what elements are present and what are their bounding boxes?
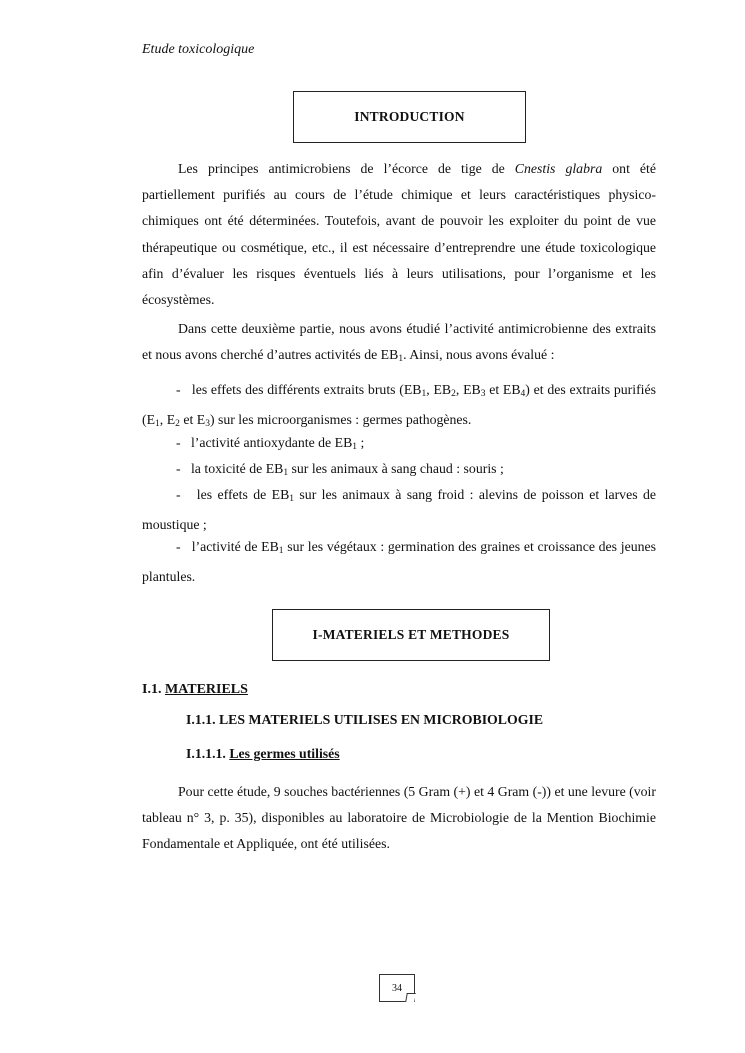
eb-label: EB xyxy=(334,435,353,450)
heading-microbiology-materials: I.1.1. LES MATERIELS UTILISES EN MICROBIOLOGIE xyxy=(186,712,544,727)
intro-paragraph-1 xyxy=(142,156,656,313)
bullet-dash: - xyxy=(176,487,181,502)
section-title-methods xyxy=(272,609,550,661)
eb-label: EB xyxy=(261,539,279,554)
list-item-cold-blooded xyxy=(142,482,656,538)
list-text: sur les végétaux : germination des graines et croissance des jeunes plantules. xyxy=(142,539,656,584)
eb-label: EB xyxy=(463,382,481,397)
list-text: ) sur les microorganismes : germes pathogènes. xyxy=(209,412,472,427)
list-text: l’activité antioxydante de xyxy=(190,435,335,450)
section-title-introduction xyxy=(293,91,526,143)
intro-p2-start: Dans cette deuxième partie, nous avons étudié l’activité antimicrobienne des extraits et nous avons cherché d’autres activités de EB xyxy=(142,321,656,363)
list-text: la toxicité de xyxy=(190,461,266,476)
e-label: E xyxy=(196,412,206,427)
list-item-plants xyxy=(142,534,656,590)
bullet-dash: - xyxy=(176,539,181,554)
list-text: sur les animaux à sang chaud : souris ; xyxy=(288,461,504,476)
subscript: 1 xyxy=(352,442,358,452)
subscript: 1 xyxy=(155,419,160,429)
subscript: 4 xyxy=(520,389,526,399)
eb-label: EB xyxy=(271,487,290,502)
page-number-box xyxy=(379,974,415,1002)
bullet-dash: - xyxy=(176,461,181,476)
separator: et xyxy=(485,382,503,397)
germs-paragraph: Pour cette étude, 9 souches bactériennes (5 Gram (+) et 4 Gram (-)) et une levure (voir tableau n° 3, p. 35), disponibles au laboratoire de Microbiologie de la Mention Biochimie Fondamentale et Appliquée, ont été utilisées. xyxy=(142,784,656,852)
separator: et xyxy=(179,412,197,427)
heading-text: MATERIELS xyxy=(164,682,248,697)
subscript: 2 xyxy=(451,389,456,399)
subscript: 3 xyxy=(480,389,486,399)
page-curl-icon xyxy=(405,993,416,1002)
subscript: 1 xyxy=(421,389,427,399)
heading-number: I.1.1.1. xyxy=(186,746,230,761)
heading-number: I.1. xyxy=(142,682,165,697)
e-label: E xyxy=(166,412,176,427)
subscript: 1 xyxy=(283,468,289,478)
separator: , xyxy=(159,412,167,427)
intro-p1-end: ont été partiellement purifiés au cours de l’étude chimique et leurs caractéristiques physico-chimiques ont été déterminées. Toutefois, avant de pouvoir les exploiter du point de vue thérapeutique ou cosmétique, etc., il est nécessaire d’entreprendre une étude toxicologique afin d’évaluer les risques éventuels liés à leurs utilisations, pour l’organisme et les écosystèmes. xyxy=(142,161,656,308)
section-title-methods-text: I-MATERIELS ET METHODES xyxy=(312,627,510,642)
page-number: 34 xyxy=(392,982,402,994)
list-item-extracts xyxy=(142,377,656,437)
section-title-introduction-text: INTRODUCTION xyxy=(354,109,465,124)
list-text: sur les animaux à sang froid : alevins de poisson et larves de moustique ; xyxy=(142,487,656,532)
intro-p1-start: Les principes antimicrobiens de l’écorce de tige de xyxy=(178,161,515,176)
list-text: les effets des différents extraits bruts ( xyxy=(191,382,404,397)
list-text: ) et des extraits purifiés ( xyxy=(142,382,656,427)
e-label: E xyxy=(146,412,156,427)
subscript: 2 xyxy=(175,419,180,429)
eb-label: EB xyxy=(403,382,422,397)
heading-materiels xyxy=(142,682,248,698)
bullet-dash: - xyxy=(176,435,181,450)
intro-p2-end: . Ainsi, nous avons évalué : xyxy=(403,347,555,363)
subscript: 1 xyxy=(289,494,295,504)
list-text: les effets de xyxy=(196,487,272,502)
list-text: ; xyxy=(357,435,365,450)
heading-germs xyxy=(186,746,340,762)
eb-label: EB xyxy=(502,382,521,397)
eb-label: EB xyxy=(265,461,284,476)
subscript: 3 xyxy=(205,419,210,429)
list-text: l’activité de xyxy=(191,539,262,554)
intro-paragraph-2 xyxy=(142,316,656,372)
species-name: Cnestis glabra xyxy=(514,161,603,176)
eb-label: EB xyxy=(433,382,452,397)
separator: , xyxy=(426,382,434,397)
subscript: 1 xyxy=(278,546,284,556)
separator: , xyxy=(455,382,464,397)
running-title: Etude toxicologique xyxy=(142,42,255,57)
subscript: 1 xyxy=(398,354,404,365)
heading-text: Les germes utilisés xyxy=(229,746,340,761)
bullet-dash: - xyxy=(176,382,181,397)
